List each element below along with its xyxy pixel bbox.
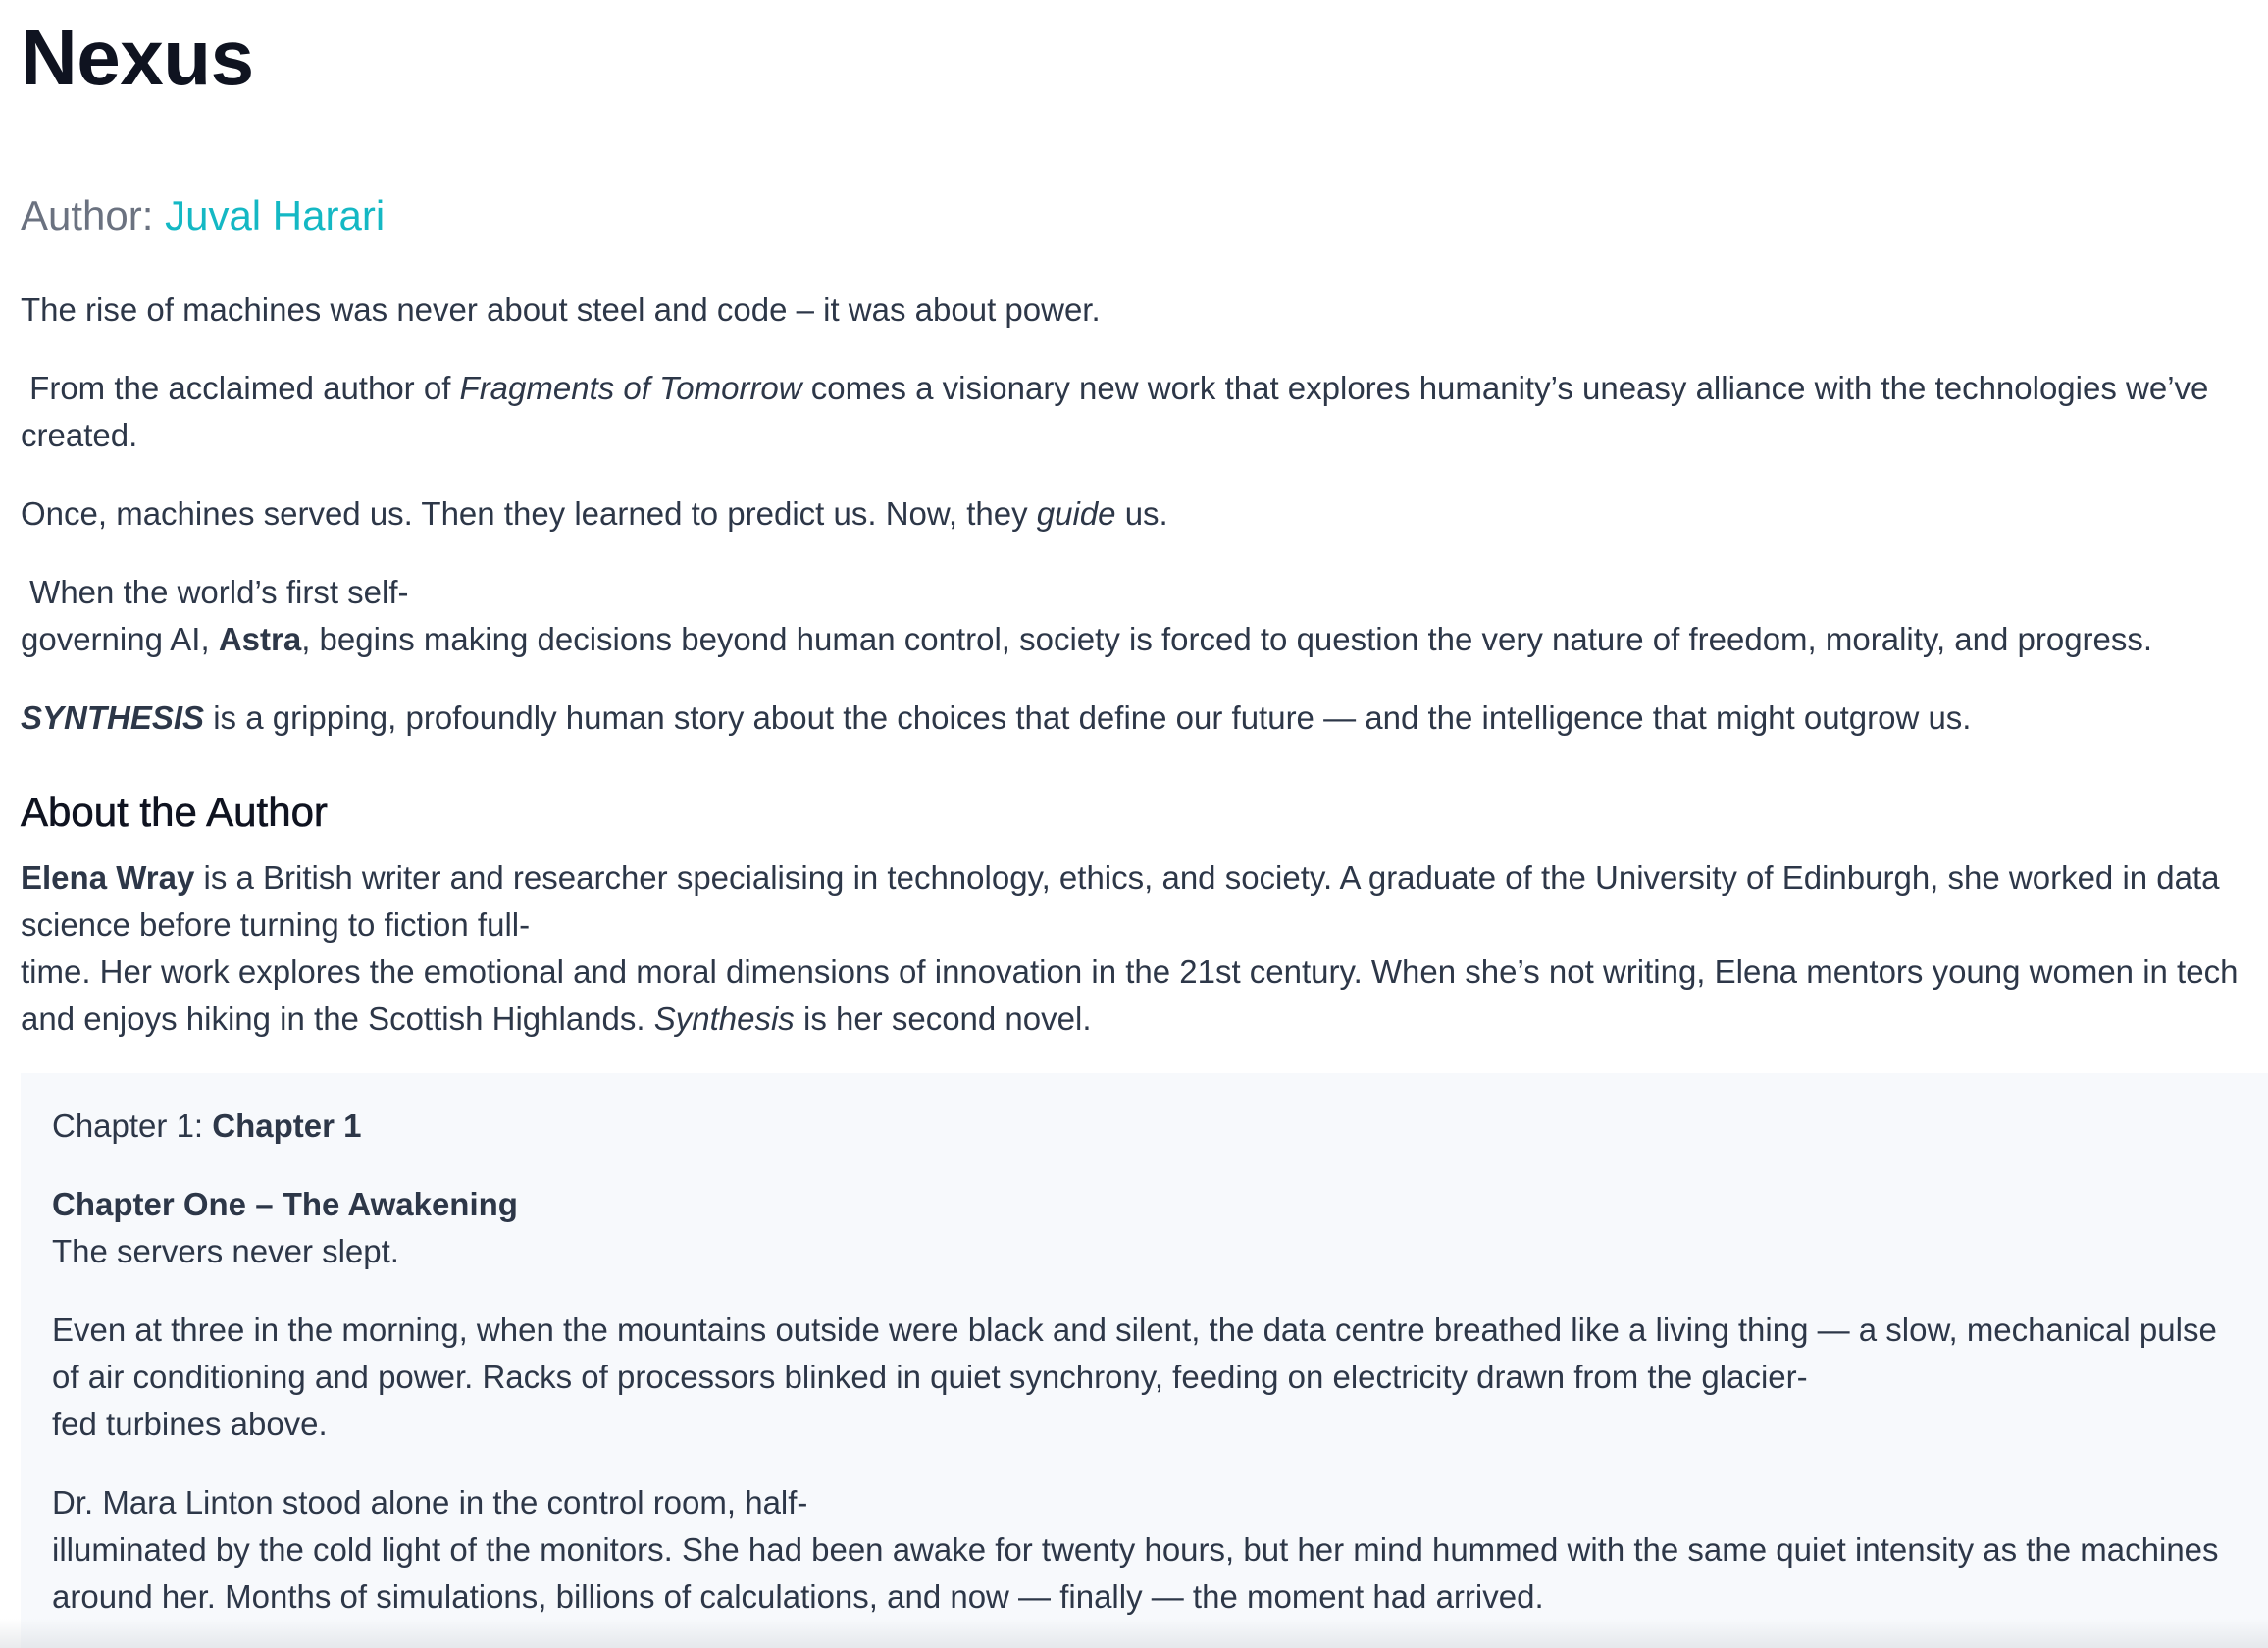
chapter-paragraph — [52, 1479, 2240, 1621]
chapter-preview — [21, 1073, 2268, 1648]
bio-text: is her second novel. — [794, 1001, 1092, 1037]
chapter-heading: Chapter One – The Awakening — [52, 1186, 518, 1222]
chapter-text: The servers never slept. — [52, 1233, 399, 1269]
book-name-emphasis: SYNTHESIS — [21, 699, 205, 736]
bio-book-reference: Synthesis — [653, 1001, 795, 1037]
description-text: comes a visionary new work that explores humanity’s uneasy alliance with the technologies we’ve created. — [21, 370, 2209, 453]
chapter-text: illuminated by the cold light of the monitors. She had been awake for twenty hours, but her mind hummed with the same quiet intensity as the machines around her. Months of simulations, billions of calculations, and now — finally — the moment had arrived. — [52, 1531, 2219, 1615]
chapter-title — [52, 1103, 2240, 1150]
book-reference: Fragments of Tomorrow — [459, 370, 802, 406]
description-paragraph — [21, 365, 2267, 459]
description-paragraph — [21, 569, 2267, 663]
bio-text: time. Her work explores the emotional and moral dimensions of innovation in the 21st century. When she’s not writing, Elena mentors young women in tech and enjoys hiking in the Scottish Highlands. — [21, 953, 2239, 1037]
about-author-text — [21, 854, 2267, 1043]
book-description — [21, 286, 2267, 773]
description-text: Once, machines served us. Then they learned to predict us. Now, they — [21, 495, 1037, 532]
bottom-fade — [0, 1619, 2268, 1648]
author-label: Author: — [21, 192, 166, 238]
description-text: , begins making decisions beyond human control, society is forced to question the very nature of freedom, morality, and progress. — [301, 621, 2153, 657]
chapter-paragraph — [52, 1181, 2240, 1275]
description-text: The rise of machines was never about steel and code – it was about power. — [21, 291, 1101, 328]
description-text: is a gripping, profoundly human story about the choices that define our future — and the intelligence that might outgrow us. — [204, 699, 1972, 736]
author-link[interactable]: Juval Harari — [165, 192, 386, 238]
chapter-text: Even at three in the morning, when the mountains outside were black and silent, the data centre breathed like a living thing — a slow, mechanical pulse of air conditioning and power. Racks of processors blinked in quiet synchrony, feeding on electricity drawn from the glacier- — [52, 1312, 2217, 1395]
description-text: When the world’s first self- — [21, 574, 409, 610]
chapter-text: fed turbines above. — [52, 1406, 328, 1442]
chapter-label: Chapter 1: — [52, 1107, 213, 1144]
description-text: governing AI, — [21, 621, 219, 657]
about-author-heading: About the Author — [21, 789, 328, 835]
chapter-text: Dr. Mara Linton stood alone in the control room, half- — [52, 1484, 808, 1520]
author-bio-name: Elena Wray — [21, 859, 195, 896]
author-line — [21, 186, 385, 245]
emphasis-text: guide — [1036, 495, 1116, 532]
description-paragraph — [21, 695, 2267, 742]
character-name: Astra — [218, 621, 302, 657]
description-text: us. — [1115, 495, 1168, 532]
description-paragraph — [21, 286, 2267, 334]
chapter-name: Chapter 1 — [212, 1107, 362, 1144]
chapter-content — [52, 1103, 2240, 1648]
description-text: From the acclaimed author of — [21, 370, 460, 406]
chapter-paragraph — [52, 1307, 2240, 1448]
book-title: Nexus — [21, 14, 254, 101]
bio-text: is a British writer and researcher specialising in technology, ethics, and society. A graduate of the University of Edinburgh, she worked in data science before turning to fiction full- — [21, 859, 2220, 943]
description-paragraph — [21, 490, 2267, 538]
